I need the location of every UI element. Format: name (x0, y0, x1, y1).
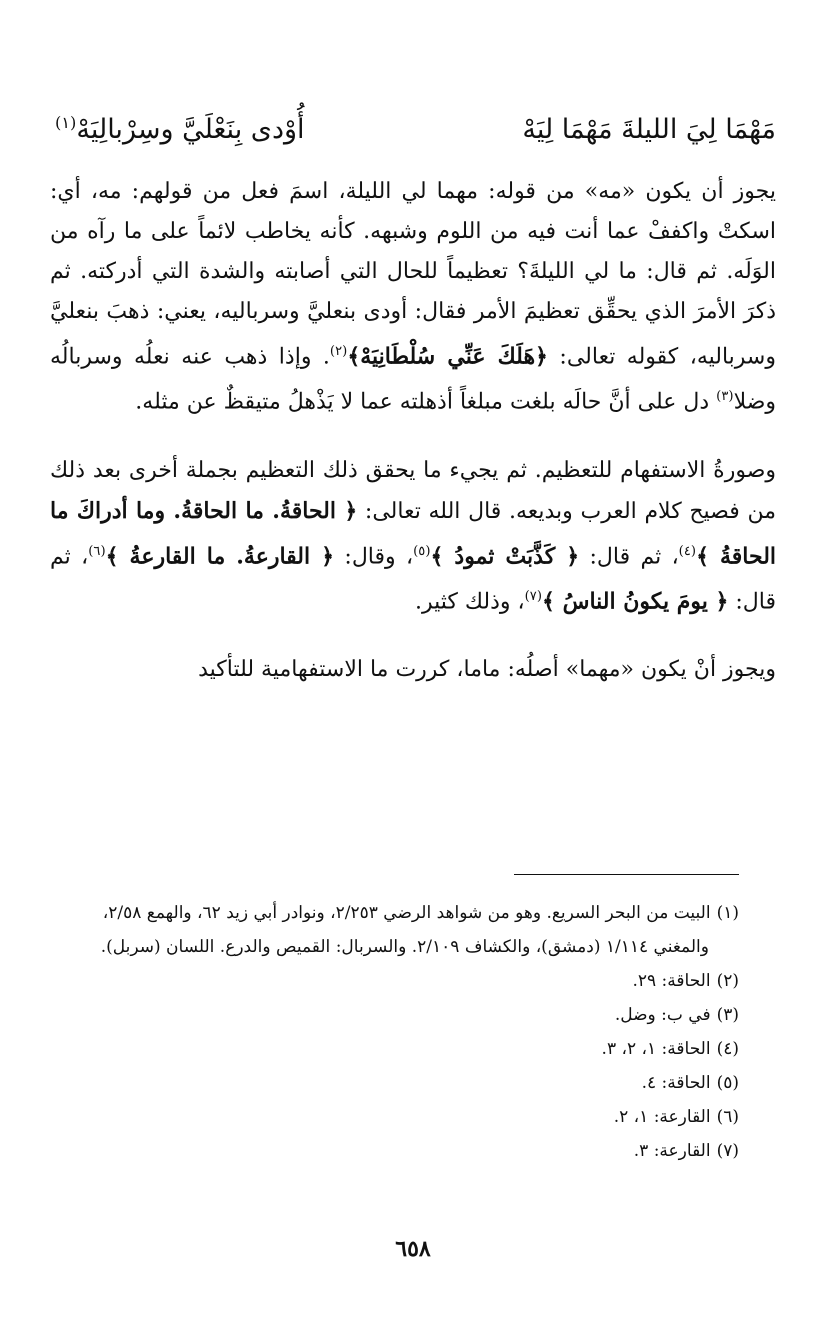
footnote-ref: (٧) (524, 588, 543, 604)
quran-quote: ﴿ يومَ يكونُ الناسُ ﴾ (542, 588, 729, 615)
footnote-text: الحاقة: ٢٩. (632, 971, 711, 991)
footnote-text: القارعة: ٣. (633, 1141, 711, 1161)
footnote-number: (١) (716, 903, 739, 923)
footnote-ref: (٦) (88, 543, 106, 559)
text-segment: وصورةُ الاستفهام للتعظيم. ثم يجيء ما يحقق ذلك التعظيم بجملة أخرى بعد ذلك من فصيح كلام العرب وبديعه. قال الله تعالى: (50, 457, 776, 524)
footnote-number: (٤) (716, 1039, 739, 1059)
footnote-item (50, 1134, 739, 1168)
footnote-text: في ب: وضل. (614, 1005, 711, 1025)
text-segment: ، ثم قال: (50, 543, 776, 615)
quran-quote: ﴿ الحاقةُ. ما الحاقةُ. وما أدراكَ ما الحاقةُ ﴾ (50, 497, 777, 569)
verse-second-hemistich: أُوْدى بِنَعْلَيَّ وسِرْبالِيَهْ$^{(١)}$ (55, 113, 305, 145)
footnote-ref: (١) (55, 113, 77, 132)
footnote-number: (٧) (716, 1141, 739, 1161)
text-segment: ، وقال: (334, 543, 414, 569)
text-segment: ، ثم قال: (579, 543, 679, 569)
footnote-ref: (٥) (413, 543, 431, 559)
footnote-item (50, 896, 739, 964)
footnote-ref: (٢) (329, 344, 348, 359)
footnote-text: البيت من البحر السريع. وهو من شواهد الرضي ٢/٢٥٣، ونوادر أبي زيد ٦٢، والهمع ٢/٥٨، والمغني ١/١١٤ (دمشق)، والكشاف ٢/١٠٩. والسربال: القميص والدرع. اللسان (سربل). (100, 903, 711, 957)
footnote-item (50, 1066, 739, 1100)
footnote-number: (٥) (716, 1073, 739, 1093)
text-segment: ويجوز أنْ يكون «مهما» أصلُه: ماما، كررت ما الاستفهامية للتأكيد (198, 657, 776, 683)
text-segment: ، وذلك كثير. (415, 589, 525, 615)
footnote-ref: (٤) (678, 543, 697, 559)
quran-quote: ﴿هَلَكَ عَنِّي سُلْطَانِيَهْ﴾ (347, 343, 548, 370)
footnote-number: (٢) (716, 971, 739, 991)
body-paragraph (50, 172, 776, 423)
text-segment: . وإذا ذهب عنه نعلُه وسربالُه وضلا (50, 344, 776, 415)
footnote-number: (٣) (716, 1005, 739, 1025)
footnote-item (50, 998, 739, 1032)
footnotes-list (50, 896, 739, 1168)
verse-first-hemistich: مَهْمَا لِيَ الليلةَ مَهْمَا لِيَهْ (522, 113, 776, 145)
footnote-item (50, 964, 739, 998)
body-text (50, 172, 776, 690)
footnote-ref: (٣) (716, 389, 734, 405)
footnote-text: الحاقة: ٤. (641, 1073, 711, 1093)
page-number: ٦٥٨ (395, 1236, 431, 1262)
text-segment: يجوز أن يكون «مه» من قوله: مهما لي الليلة، اسمَ فعل من قولهم: مه، أي: اسكتْ واكففْ عما أنت فيه من اللوم وشبهه. كأنه يخاطب لائماً على ما رآه من الوَلَه. ثم قال: ما لي الليلةَ؟ تعظيماً للحال التي أصابته والشدة التي أدركته. ثم ذكرَ الأمرَ الذي يحقِّق تعظيمَ الأمر فقال: أودى بنعليَّ وسرباليه، يعني: ذهبَ بنعليَّ وسرباليه، كقوله تعالى: (50, 179, 776, 370)
body-paragraph (50, 451, 776, 623)
footnote-item (50, 1100, 739, 1134)
body-paragraph (50, 650, 776, 690)
footnote-text: القارعة: ١، ٢. (613, 1107, 711, 1127)
footnote-item (50, 1032, 739, 1066)
quran-quote: ﴿ القارعةُ. ما القارعةُ ﴾ (105, 542, 335, 569)
text-segment: دل على أنَّ حالَه بلغت مبلغاً أذهلته عما لا يَذْهلُ متيقظٌ عن مثله. (135, 389, 717, 415)
footnote-number: (٦) (716, 1107, 739, 1127)
poetry-verse (55, 104, 776, 154)
footnote-text: الحاقة: ١، ٢، ٣. (601, 1039, 711, 1059)
footnote-divider (514, 874, 739, 875)
quran-quote: ﴿ كَذَّبَتْ ثمودُ ﴾ (430, 542, 580, 569)
